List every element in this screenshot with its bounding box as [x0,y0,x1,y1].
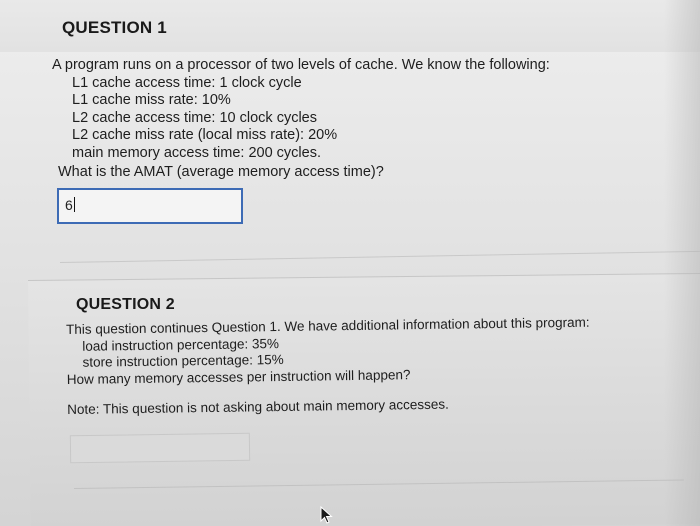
question2-note: Note: This question is not asking about main memory accesses. [67,396,449,417]
question2-prompt: How many memory accesses per instruction will happen? [66,366,411,387]
question1-body [52,57,550,182]
question1-fact: L1 cache miss rate: 10% [72,92,231,108]
question2-intro: This question continues Question 1. We have additional information about this program: [66,314,590,337]
question-divider [60,251,700,263]
mouse-pointer-icon [320,506,334,526]
question2-fact: store instruction percentage: 15% [82,351,284,370]
question1-title: QUESTION 1 [62,18,167,37]
question1-answer-value: 6 [65,197,73,213]
question1-intro: A program runs on a processor of two levels of cache. We know the following: [52,57,550,73]
question2-answer-input[interactable] [70,433,250,464]
question1-answer-input[interactable] [57,188,243,224]
question2-body [66,315,591,419]
question2-title: QUESTION 2 [76,296,175,313]
question1-fact: L2 cache access time: 10 clock cycles [72,109,317,126]
screen-glare [664,0,700,526]
question1-fact: L1 cache access time: 1 clock cycle [72,74,302,91]
text-caret [74,197,75,212]
question1-prompt: What is the AMAT (average memory access time)? [58,164,384,180]
question1-fact: main memory access time: 200 cycles. [72,144,321,161]
question2-fact: load instruction percentage: 35% [82,335,280,354]
question1-fact: L2 cache miss rate (local miss rate): 20% [72,127,338,143]
question1-facts [52,75,550,163]
